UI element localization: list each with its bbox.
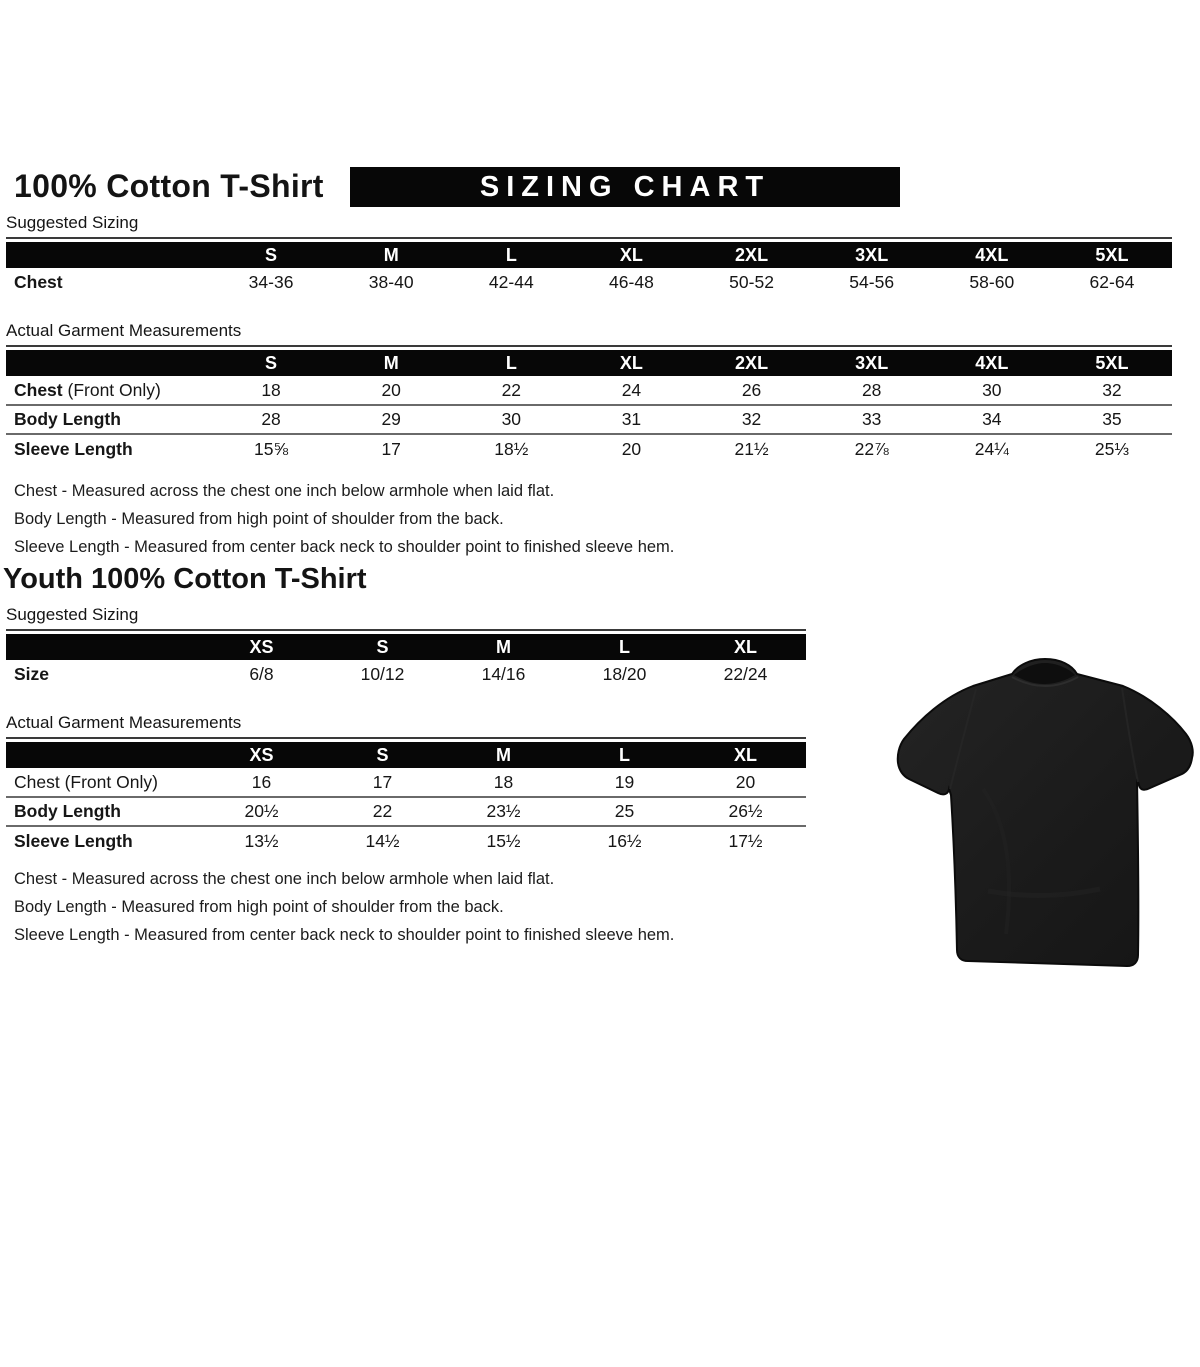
size-column-header: M xyxy=(443,742,564,768)
header-corner xyxy=(6,350,211,376)
youth-suggested-sizing-label: Suggested Sizing xyxy=(6,605,139,624)
measurement-value: 22 xyxy=(501,379,522,400)
measurement-row xyxy=(6,797,806,826)
size-column-header: L xyxy=(451,350,571,376)
measurement-value: 24 xyxy=(621,379,642,400)
header-corner xyxy=(6,742,201,768)
size-column-header: XS xyxy=(201,634,322,660)
size-column-header: 3XL xyxy=(812,242,932,268)
size-column-header: M xyxy=(331,242,451,268)
measurement-value: 24¼ xyxy=(974,438,1009,459)
measurement-value: 17 xyxy=(381,438,401,459)
size-column-header: S xyxy=(211,350,331,376)
measurement-value: 16½ xyxy=(607,830,642,851)
measurement-value: 18½ xyxy=(494,438,529,459)
row-label: Chest (Front Only) xyxy=(14,379,161,400)
measurement-row xyxy=(6,268,1172,297)
sizing-chart-page xyxy=(0,167,1200,1367)
size-column-header: XL xyxy=(685,634,806,660)
measurement-value: 30 xyxy=(501,409,522,429)
header-corner xyxy=(6,634,201,660)
size-column-header: L xyxy=(451,242,571,268)
note-sleeve-length: Sleeve Length - Measured from center back neck to shoulder point to finished sleeve hem. xyxy=(14,538,675,556)
size-column-header: S xyxy=(322,742,443,768)
measurement-value: 15⅝ xyxy=(254,438,289,459)
measurement-value: 18 xyxy=(261,379,281,400)
adult-header xyxy=(0,167,1200,207)
note-body-length: Body Length - Measured from high point of shoulder from the back. xyxy=(14,898,504,916)
measurement-value: 20 xyxy=(381,379,401,400)
measurement-value: 38-40 xyxy=(368,272,414,292)
measurement-row xyxy=(6,826,806,855)
measurement-value: 17 xyxy=(372,771,393,792)
measurement-value: 31 xyxy=(621,409,642,429)
measurement-value: 35 xyxy=(1102,409,1122,429)
row-label: Body Length xyxy=(14,409,121,429)
measurement-value: 32 xyxy=(741,409,762,429)
row-label: Size xyxy=(14,664,50,684)
measurement-value: 21½ xyxy=(734,438,769,459)
adult-actual-measurements-label: Actual Garment Measurements xyxy=(6,321,242,340)
size-column-header: XL xyxy=(571,242,691,268)
adult-suggested-sizing-label: Suggested Sizing xyxy=(6,213,139,232)
size-column-header: S xyxy=(322,634,443,660)
measurement-value: 6/8 xyxy=(249,664,274,684)
measurement-value: 46-48 xyxy=(609,272,654,292)
measurement-value: 15½ xyxy=(486,830,521,851)
measurement-value: 20½ xyxy=(244,801,279,821)
measurement-value: 29 xyxy=(381,409,401,429)
measurement-value: 23½ xyxy=(486,801,521,821)
adult-suggested-table xyxy=(6,242,1172,297)
measurement-value: 42-44 xyxy=(488,272,534,292)
header-corner xyxy=(6,242,211,268)
measurement-value: 14/16 xyxy=(481,664,526,684)
note-body-length: Body Length - Measured from high point of shoulder from the back. xyxy=(14,510,504,528)
sizing-chart-banner xyxy=(350,167,900,207)
measurement-value: 20 xyxy=(621,438,642,459)
note-chest: Chest - Measured across the chest one inch below armhole when laid flat. xyxy=(14,482,555,500)
size-column-header: L xyxy=(564,742,685,768)
measurement-value: 18/20 xyxy=(602,664,647,684)
header-row xyxy=(6,634,806,660)
adult-actual-table xyxy=(6,350,1172,463)
measurement-value: 25 xyxy=(614,801,635,821)
measurement-value: 18 xyxy=(493,771,514,792)
measurement-value: 28 xyxy=(261,409,281,429)
measurement-value: 58-60 xyxy=(969,272,1015,292)
size-column-header: M xyxy=(443,634,564,660)
size-column-header: 2XL xyxy=(692,350,812,376)
note-chest: Chest - Measured across the chest one inch below armhole when laid flat. xyxy=(14,870,555,888)
measurement-value: 26 xyxy=(741,379,762,400)
measurement-value: 34-36 xyxy=(248,272,294,292)
measurement-value: 22 xyxy=(372,801,393,821)
measurement-row xyxy=(6,405,1172,434)
measurement-value: 22/24 xyxy=(723,664,768,684)
row-label: Chest xyxy=(14,272,63,292)
size-column-header: 3XL xyxy=(812,350,932,376)
size-column-header: XS xyxy=(201,742,322,768)
measurement-value: 17½ xyxy=(728,830,763,851)
size-column-header: M xyxy=(331,350,451,376)
size-column-header: S xyxy=(211,242,331,268)
row-label: Body Length xyxy=(14,801,121,821)
note-sleeve-length: Sleeve Length - Measured from center back neck to shoulder point to finished sleeve hem. xyxy=(14,926,675,944)
row-label: Sleeve Length xyxy=(14,438,133,459)
measurement-row xyxy=(6,376,1172,405)
header-row xyxy=(6,242,1172,268)
header-row xyxy=(6,350,1172,376)
measurement-row xyxy=(6,768,806,797)
measurement-value: 19 xyxy=(614,771,635,792)
measurement-value: 30 xyxy=(982,379,1002,400)
size-column-header: 4XL xyxy=(932,350,1052,376)
measurement-value: 10/12 xyxy=(360,664,405,684)
measurement-value: 16 xyxy=(251,771,272,792)
measurement-value: 62-64 xyxy=(1089,272,1135,292)
measurement-value: 26½ xyxy=(728,801,763,821)
measurement-value: 54-56 xyxy=(849,272,895,292)
measurement-value: 50-52 xyxy=(729,272,774,292)
header-row xyxy=(6,742,806,768)
youth-suggested-table-wrap xyxy=(6,629,806,689)
measurement-value: 22⅞ xyxy=(854,438,889,459)
measurement-value: 33 xyxy=(861,409,882,429)
size-column-header: XL xyxy=(571,350,691,376)
youth-actual-measurements-label: Actual Garment Measurements xyxy=(6,713,242,732)
size-column-header: 4XL xyxy=(932,242,1052,268)
size-column-header: L xyxy=(564,634,685,660)
measurement-value: 34 xyxy=(982,409,1002,429)
size-column-header: 5XL xyxy=(1052,350,1172,376)
adult-actual-table-wrap xyxy=(6,345,1172,463)
youth-title: Youth 100% Cotton T-Shirt xyxy=(3,563,367,595)
size-column-header: 5XL xyxy=(1052,242,1172,268)
size-column-header: XL xyxy=(685,742,806,768)
measurement-row xyxy=(6,660,806,689)
adult-measurement-notes xyxy=(14,477,1200,561)
measurement-value: 25⅓ xyxy=(1094,438,1129,459)
adult-title: 100% Cotton T-Shirt xyxy=(14,168,324,204)
adult-suggested-table-wrap xyxy=(6,237,1172,297)
measurement-value: 28 xyxy=(861,379,882,400)
measurement-row xyxy=(6,434,1172,463)
row-label: Sleeve Length xyxy=(14,830,133,851)
row-label: Chest (Front Only) xyxy=(14,771,158,792)
measurement-value: 14½ xyxy=(365,830,400,851)
measurement-value: 20 xyxy=(735,771,756,792)
youth-suggested-table xyxy=(6,634,806,689)
measurement-value: 32 xyxy=(1102,379,1122,400)
tshirt-image xyxy=(888,639,1200,975)
sizing-chart-banner-label: SIZING CHART xyxy=(479,170,771,203)
tshirt-body xyxy=(898,659,1193,966)
youth-actual-table-wrap xyxy=(6,737,806,855)
youth-actual-table xyxy=(6,742,806,855)
size-column-header: 2XL xyxy=(692,242,812,268)
measurement-value: 13½ xyxy=(244,830,279,851)
